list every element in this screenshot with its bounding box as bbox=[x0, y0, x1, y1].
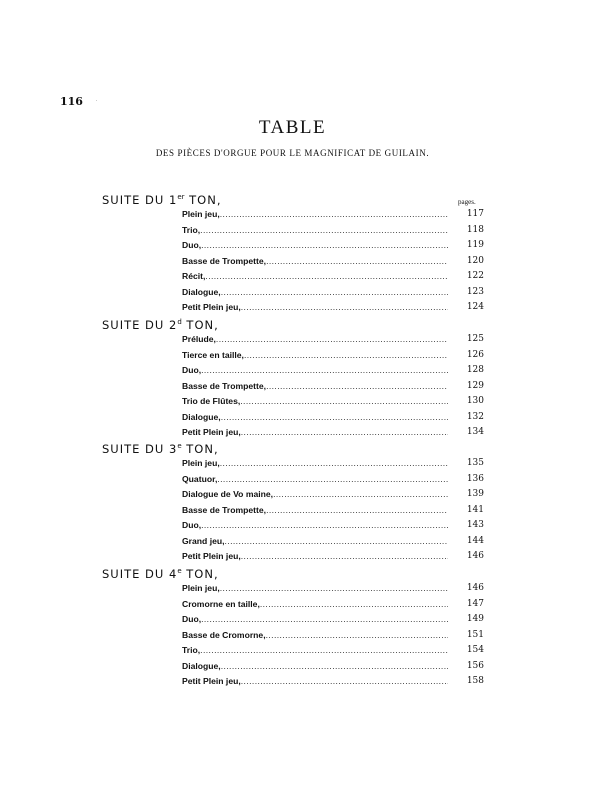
entry-page-number: 134 bbox=[466, 427, 484, 437]
list-item bbox=[0, 550, 600, 566]
entry-page-number: 156 bbox=[466, 660, 484, 671]
entry-title: Cromorne en taille, ..... bbox=[182, 598, 448, 610]
list-item bbox=[0, 270, 600, 286]
entry-title: Petit Plein jeu, ..... bbox=[182, 675, 448, 687]
list-item bbox=[0, 457, 600, 473]
entry-title: Plein jeu, ..... bbox=[182, 208, 448, 220]
list-item bbox=[0, 675, 600, 691]
suite-heading-end: TON, bbox=[181, 567, 219, 581]
entry-title: Petit Plein jeu, ..... bbox=[182, 426, 448, 438]
entry-list bbox=[0, 333, 600, 442]
entry-title: Récit, ..... bbox=[182, 270, 448, 282]
page-title: TABLE bbox=[258, 117, 327, 138]
list-item bbox=[0, 426, 600, 442]
suite-heading-text: SUITE DU 2 bbox=[102, 318, 178, 332]
entry-title: Duo, ..... bbox=[182, 364, 448, 376]
entry-page-number: 135 bbox=[466, 458, 484, 468]
entry-page-number: 149 bbox=[466, 614, 484, 624]
entry-page-number: 141 bbox=[466, 504, 484, 515]
entry-page-number: 143 bbox=[466, 520, 484, 530]
list-item bbox=[0, 301, 600, 317]
list-item bbox=[0, 208, 600, 224]
entry-title: Basse de Cromorne, ..... bbox=[182, 629, 448, 641]
suite-heading-text: SUITE DU 3 bbox=[102, 442, 178, 456]
list-item bbox=[0, 255, 600, 271]
entry-page-number: 132 bbox=[466, 411, 484, 422]
entry-title: Tierce en taille, ..... bbox=[182, 349, 448, 361]
entry-list bbox=[0, 457, 600, 566]
suite-heading-ordinal: e bbox=[177, 442, 182, 450]
entry-page-number: 129 bbox=[466, 380, 484, 391]
suite-heading-text: SUITE DU 1 bbox=[102, 193, 178, 207]
suite-heading-ordinal: e bbox=[177, 567, 182, 575]
suite-heading-end: TON, bbox=[184, 193, 222, 207]
list-item bbox=[0, 582, 600, 598]
list-item bbox=[0, 395, 600, 411]
entry-title: Dialogue de Vo maine, ..... bbox=[182, 488, 448, 500]
list-item bbox=[0, 598, 600, 614]
entry-title: Duo, ..... bbox=[182, 519, 448, 531]
list-item bbox=[0, 660, 600, 676]
suite-heading-text: SUITE DU 4 bbox=[102, 567, 178, 581]
entry-list bbox=[0, 582, 600, 691]
list-item bbox=[0, 349, 600, 365]
entry-page-number: 126 bbox=[466, 349, 484, 360]
entry-page-number: 136 bbox=[466, 473, 484, 484]
suite-heading bbox=[102, 567, 219, 581]
entry-title: Dialogue, ..... bbox=[182, 286, 448, 298]
suite-heading bbox=[102, 318, 219, 332]
entry-page-number: 147 bbox=[466, 598, 484, 609]
list-item bbox=[0, 473, 600, 489]
list-item bbox=[0, 644, 600, 660]
entry-title: Duo, ..... bbox=[182, 613, 448, 625]
entry-title: Grand jeu, ..... bbox=[182, 535, 448, 547]
list-item bbox=[0, 239, 600, 255]
entry-title: Petit Plein jeu, ..... bbox=[182, 301, 448, 313]
entry-page-number: 123 bbox=[466, 286, 484, 297]
entry-title: Plein jeu, ..... bbox=[182, 457, 448, 469]
entry-page-number: 154 bbox=[466, 645, 484, 655]
entry-page-number: 120 bbox=[466, 255, 484, 266]
entry-page-number: 122 bbox=[466, 271, 484, 281]
entry-title: Trio, ..... bbox=[182, 644, 448, 656]
page-subtitle: DES PIÈCES D'ORGUE POUR LE MAGNIFICAT DE GUILAIN. bbox=[155, 148, 430, 158]
entry-title: Trio, ..... bbox=[182, 224, 448, 236]
suite-heading-end: TON, bbox=[181, 318, 219, 332]
entry-title: Trio de Flûtes, ..... bbox=[182, 395, 448, 407]
entry-page-number: 144 bbox=[466, 535, 484, 546]
pages-column-label: pages. bbox=[458, 198, 476, 206]
list-item bbox=[0, 504, 600, 520]
entry-page-number: 128 bbox=[466, 365, 484, 375]
entry-title: Plein jeu, ..... bbox=[182, 582, 448, 594]
list-item bbox=[0, 224, 600, 240]
entry-title: Basse de Trompette, ..... bbox=[182, 380, 448, 392]
entry-title: Basse de Trompette, ..... bbox=[182, 255, 448, 267]
entry-title: Duo, ..... bbox=[182, 239, 448, 251]
scan-mark bbox=[96, 100, 97, 101]
suite-heading bbox=[102, 442, 219, 456]
suite-heading-end: TON, bbox=[181, 442, 219, 456]
entry-page-number: 139 bbox=[466, 489, 484, 499]
list-item bbox=[0, 364, 600, 380]
entry-page-number: 119 bbox=[466, 240, 484, 250]
entry-page-number: 146 bbox=[466, 551, 484, 561]
entry-page-number: 130 bbox=[466, 396, 484, 406]
list-item bbox=[0, 519, 600, 535]
entry-page-number: 118 bbox=[466, 224, 484, 235]
entry-page-number: 146 bbox=[466, 583, 484, 593]
entry-title: Petit Plein jeu, ..... bbox=[182, 550, 448, 562]
entry-page-number: 151 bbox=[466, 629, 484, 640]
page-number: 116 bbox=[60, 95, 83, 108]
entry-page-number: 125 bbox=[466, 334, 484, 344]
entry-page-number: 124 bbox=[466, 302, 484, 312]
list-item bbox=[0, 380, 600, 396]
entry-title: Quatuor, ..... bbox=[182, 473, 448, 485]
suite-heading-ordinal: er bbox=[177, 193, 185, 201]
list-item bbox=[0, 488, 600, 504]
list-item bbox=[0, 535, 600, 551]
suite-heading-ordinal: d bbox=[177, 318, 182, 326]
suite-heading bbox=[102, 193, 222, 207]
list-item bbox=[0, 629, 600, 645]
list-item bbox=[0, 411, 600, 427]
entry-title: Dialogue, ..... bbox=[182, 411, 448, 423]
entry-title: Prélude, ..... bbox=[182, 333, 448, 345]
list-item bbox=[0, 613, 600, 629]
list-item bbox=[0, 333, 600, 349]
entry-list bbox=[0, 208, 600, 317]
entry-title: Basse de Trompette, ..... bbox=[182, 504, 448, 516]
entry-title: Dialogue, ..... bbox=[182, 660, 448, 672]
entry-page-number: 117 bbox=[466, 209, 484, 219]
entry-page-number: 158 bbox=[466, 676, 484, 686]
list-item bbox=[0, 286, 600, 302]
